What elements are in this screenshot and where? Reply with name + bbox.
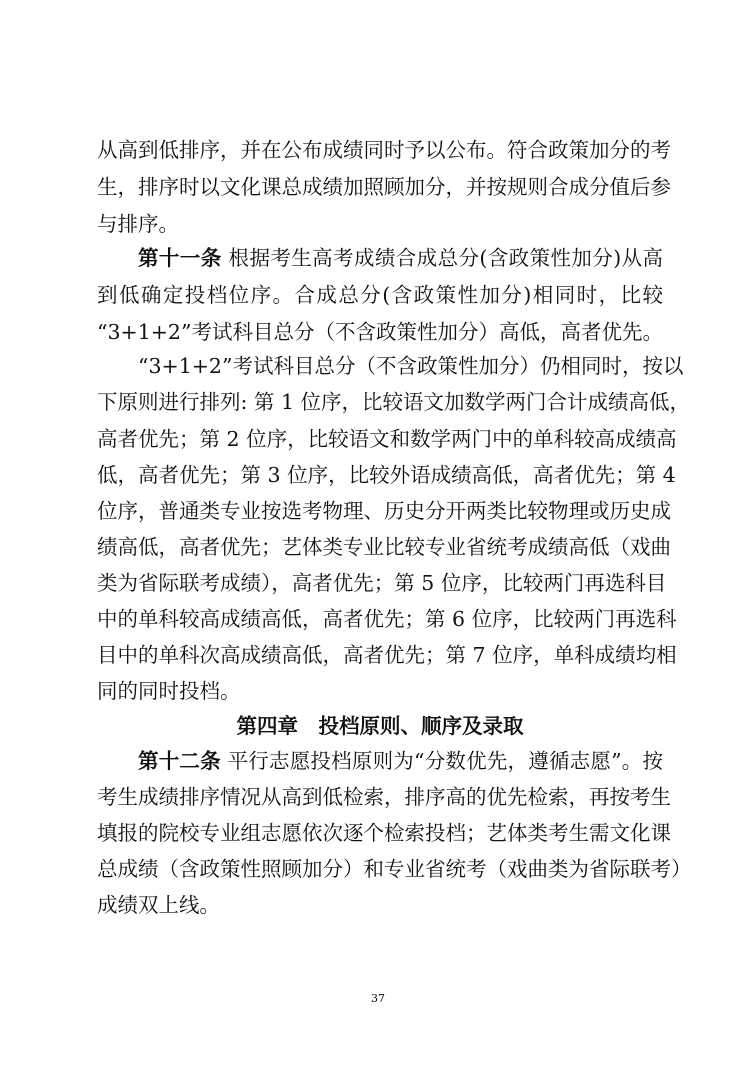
text-line: 位序，普通类专业按选考物理、历史分开两类比较物理或历史成 xyxy=(97,499,671,523)
page-number: 37 xyxy=(371,992,385,1005)
text-line: 目中的单科次高成绩高低，高者优先；第 7 位序，单科成绩均相 xyxy=(97,643,677,667)
text-line: 到低确定投档位序。合成总分(含政策性加分)相同时，比较 xyxy=(97,283,663,307)
text-line: 高者优先；第 2 位序，比较语文和数学两门中的单科较高成绩高 xyxy=(97,427,677,451)
text-line: 与排序。 xyxy=(97,212,179,236)
text-line: 生，排序时以文化课总成绩加照顾加分，并按规则合成分值后参 xyxy=(97,175,671,199)
text-line: 从高到低排序，并在公布成绩同时予以公布。符合政策加分的考 xyxy=(97,138,671,162)
text-line: 总成绩（含政策性照顾加分）和专业省统考（戏曲类为省际联考） xyxy=(97,857,692,881)
article-first-line xyxy=(138,243,663,273)
text-line: 填报的院校专业组志愿依次逐个检索投档；艺体类考生需文化课 xyxy=(97,821,671,845)
chapter-heading: 第四章 投档原则、顺序及录取 xyxy=(236,714,524,738)
article-number: 第十二条 xyxy=(138,749,221,773)
text-line: 类为省际联考成绩），高者优先；第 5 位序，比较两门再选科目 xyxy=(97,571,667,595)
article-number: 第十一条 xyxy=(138,246,222,270)
text-line: 下原则进行排列: 第 1 位序，比较语文加数学两门合计成绩高低， xyxy=(97,390,690,414)
text-line: 中的单科较高成绩高低，高者优先；第 6 位序，比较两门再选科 xyxy=(97,607,677,631)
text-line: 考生成绩排序情况从高到低检索，排序高的优先检索，再按考生 xyxy=(97,785,671,809)
article-first-line xyxy=(138,746,663,776)
text-span: 平行志愿投档原则为“分数优先，遵循志愿”。按 xyxy=(220,749,664,773)
text-line: 同的同时投档。 xyxy=(97,679,241,703)
text-line: “3+1+2”考试科目总分（不含政策性加分）仍相同时，按以 xyxy=(138,354,684,378)
text-line: “3+1+2”考试科目总分（不含政策性加分）高低，高者优先。 xyxy=(97,320,663,344)
text-line: 成绩双上线。 xyxy=(97,893,220,917)
text-span: 根据考生高考成绩合成总分(含政策性加分)从高 xyxy=(221,246,664,270)
text-line: 绩高低，高者优先；艺体类专业比较专业省统考成绩高低（戏曲 xyxy=(97,535,671,559)
text-line: 低，高者优先；第 3 位序，比较外语成绩高低，高者优先；第 4 xyxy=(97,463,676,487)
